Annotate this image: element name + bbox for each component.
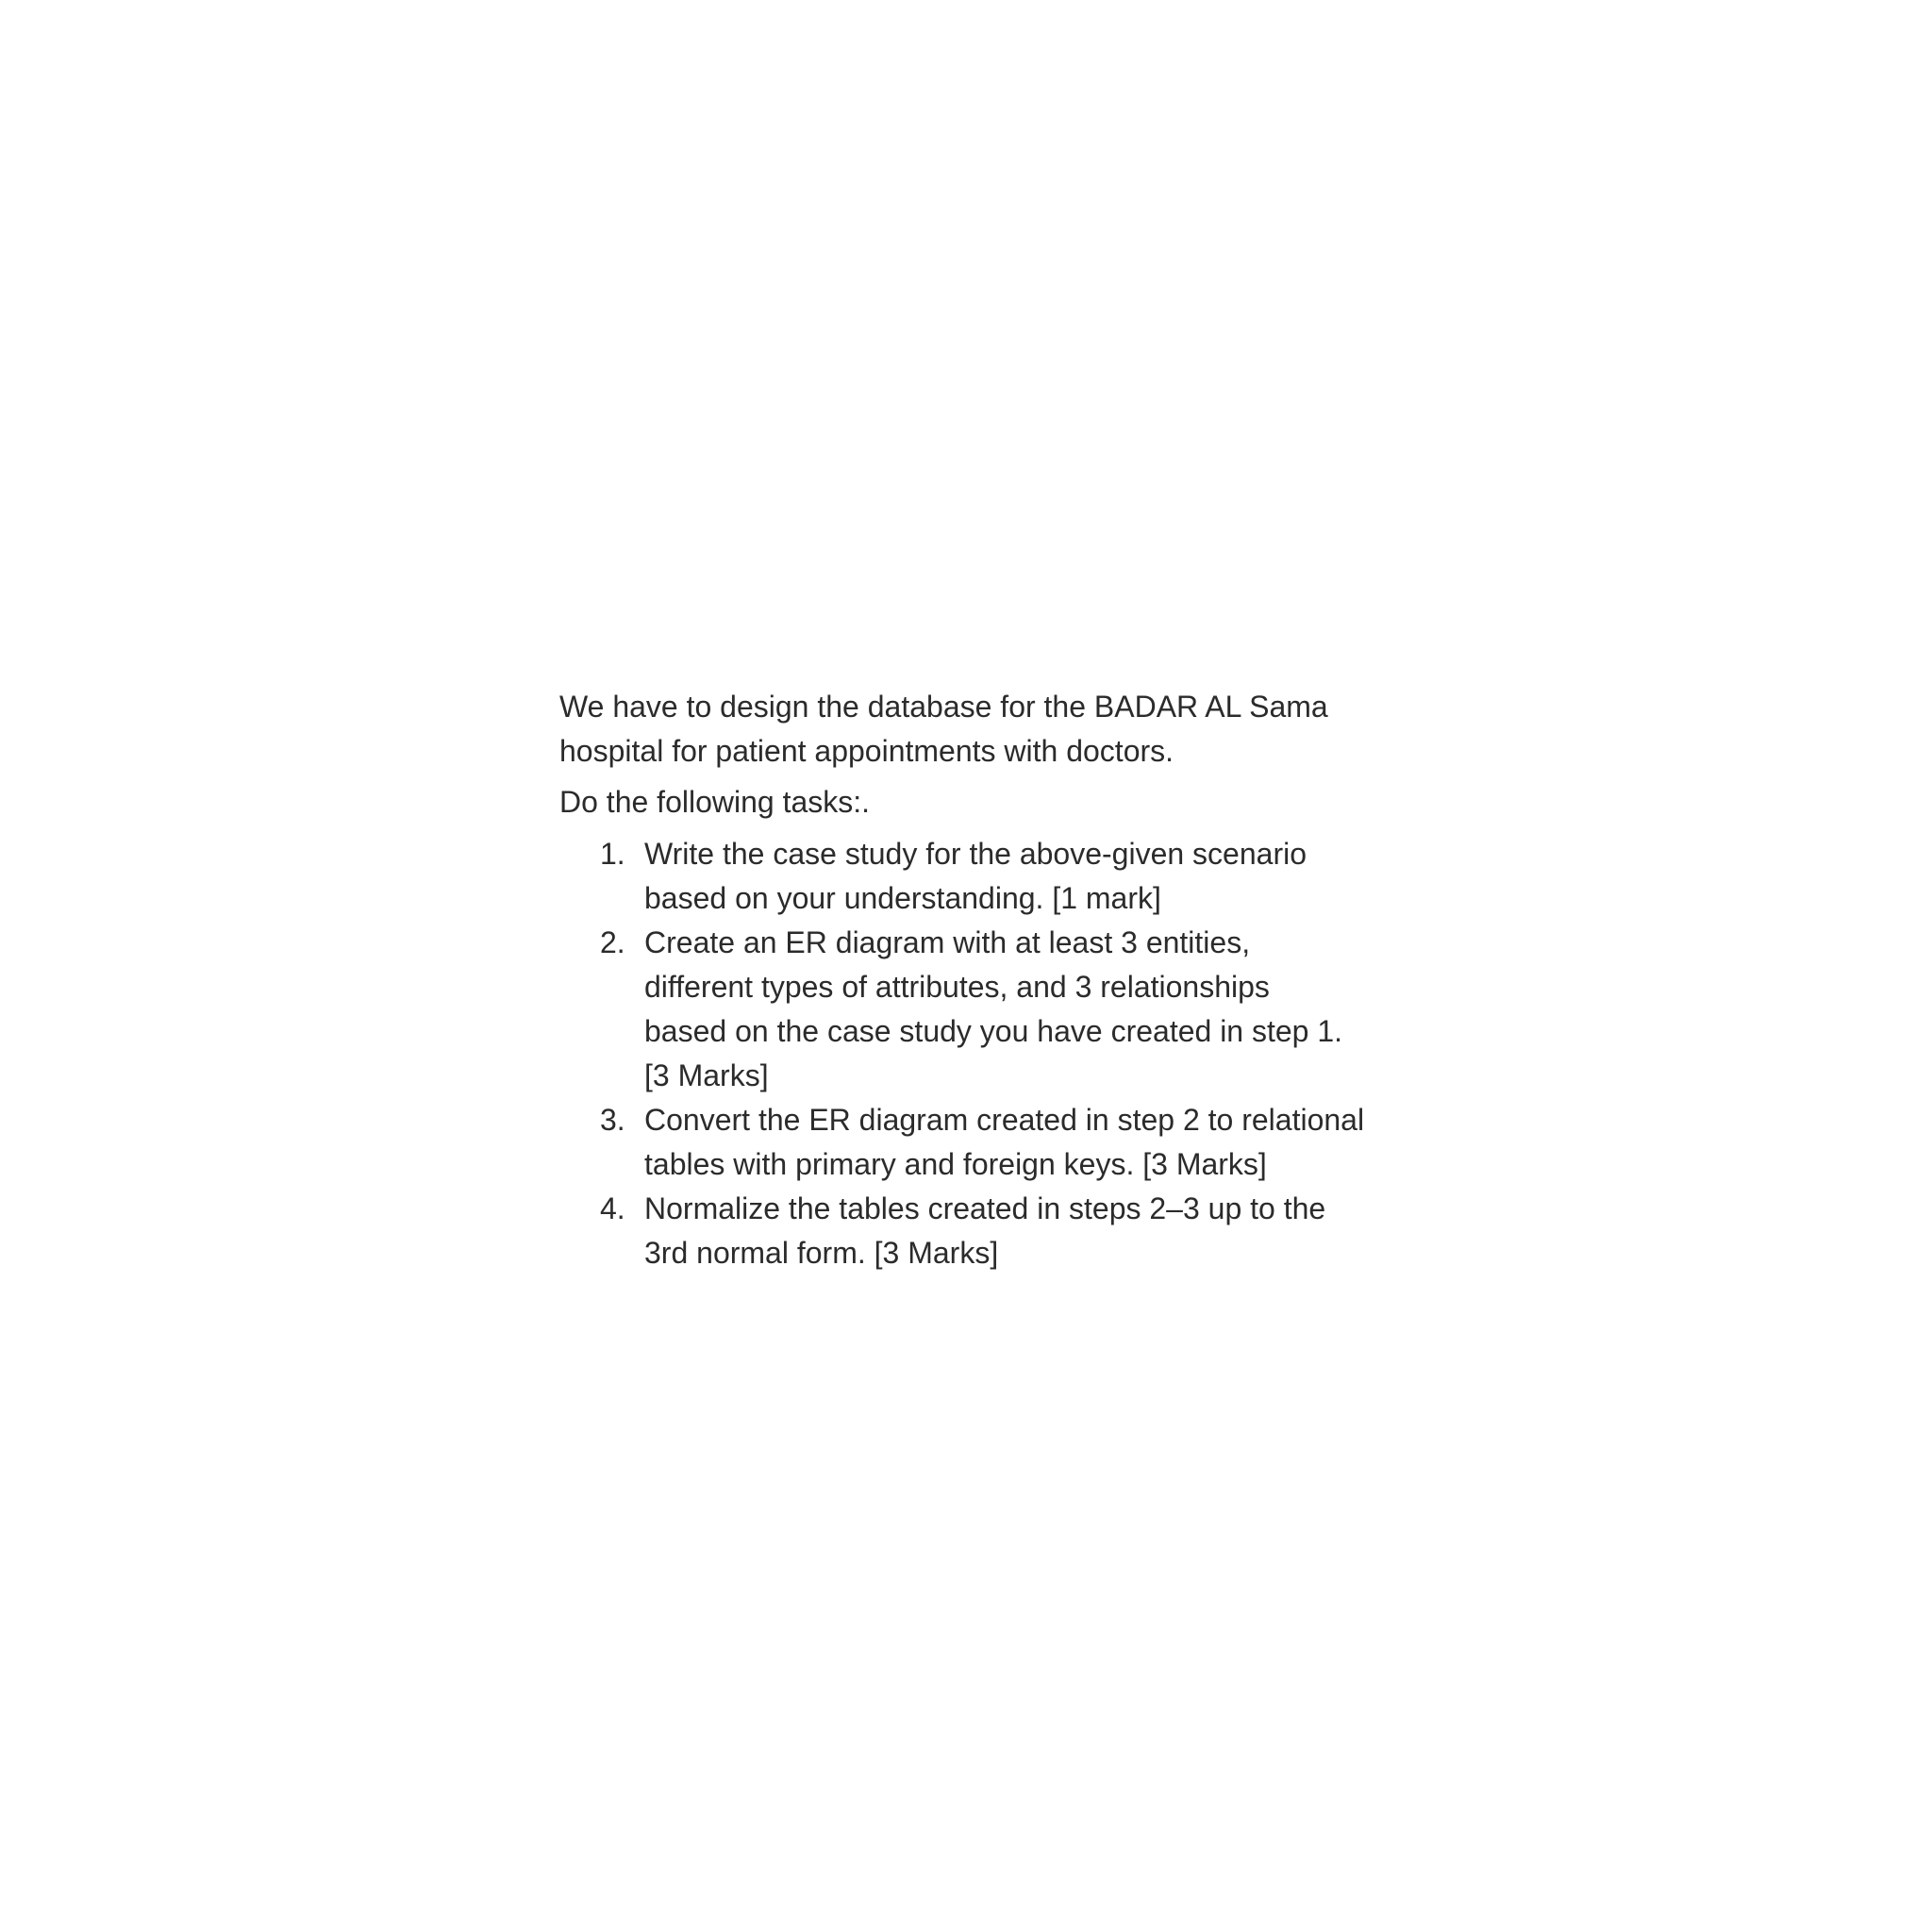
task-line: Convert the ER diagram created in step 2 to relational	[644, 1103, 1365, 1137]
task-line: [3 Marks]	[644, 1058, 769, 1092]
document-body	[559, 685, 1408, 1275]
task-number: 3.	[600, 1103, 625, 1137]
task-number: 1.	[600, 837, 625, 871]
task-line: based on the case study you have created in step 1.	[644, 1014, 1343, 1048]
task-line: Create an ER diagram with at least 3 entities,	[644, 925, 1251, 959]
task-item-4	[559, 1187, 1408, 1275]
task-item-3	[559, 1098, 1408, 1187]
intro-line: hospital for patient appointments with doctors.	[559, 734, 1174, 768]
task-number: 4.	[600, 1191, 625, 1225]
intro-line: We have to design the database for the BADAR AL Sama	[559, 690, 1328, 724]
task-number: 2.	[600, 925, 625, 959]
task-line: Normalize the tables created in steps 2–3 up to the	[644, 1191, 1326, 1225]
task-line: 3rd normal form. [3 Marks]	[644, 1236, 999, 1270]
task-line: based on your understanding. [1 mark]	[644, 881, 1161, 915]
task-item-1	[559, 832, 1408, 921]
lead-text: Do the following tasks:.	[559, 785, 871, 819]
task-line: different types of attributes, and 3 relationships	[644, 970, 1270, 1004]
task-line: tables with primary and foreign keys. [3 Marks]	[644, 1147, 1267, 1181]
task-item-2	[559, 921, 1408, 1098]
intro-paragraph	[559, 685, 1408, 774]
task-line: Write the case study for the above-given scenario	[644, 837, 1307, 871]
task-list	[559, 832, 1408, 1275]
